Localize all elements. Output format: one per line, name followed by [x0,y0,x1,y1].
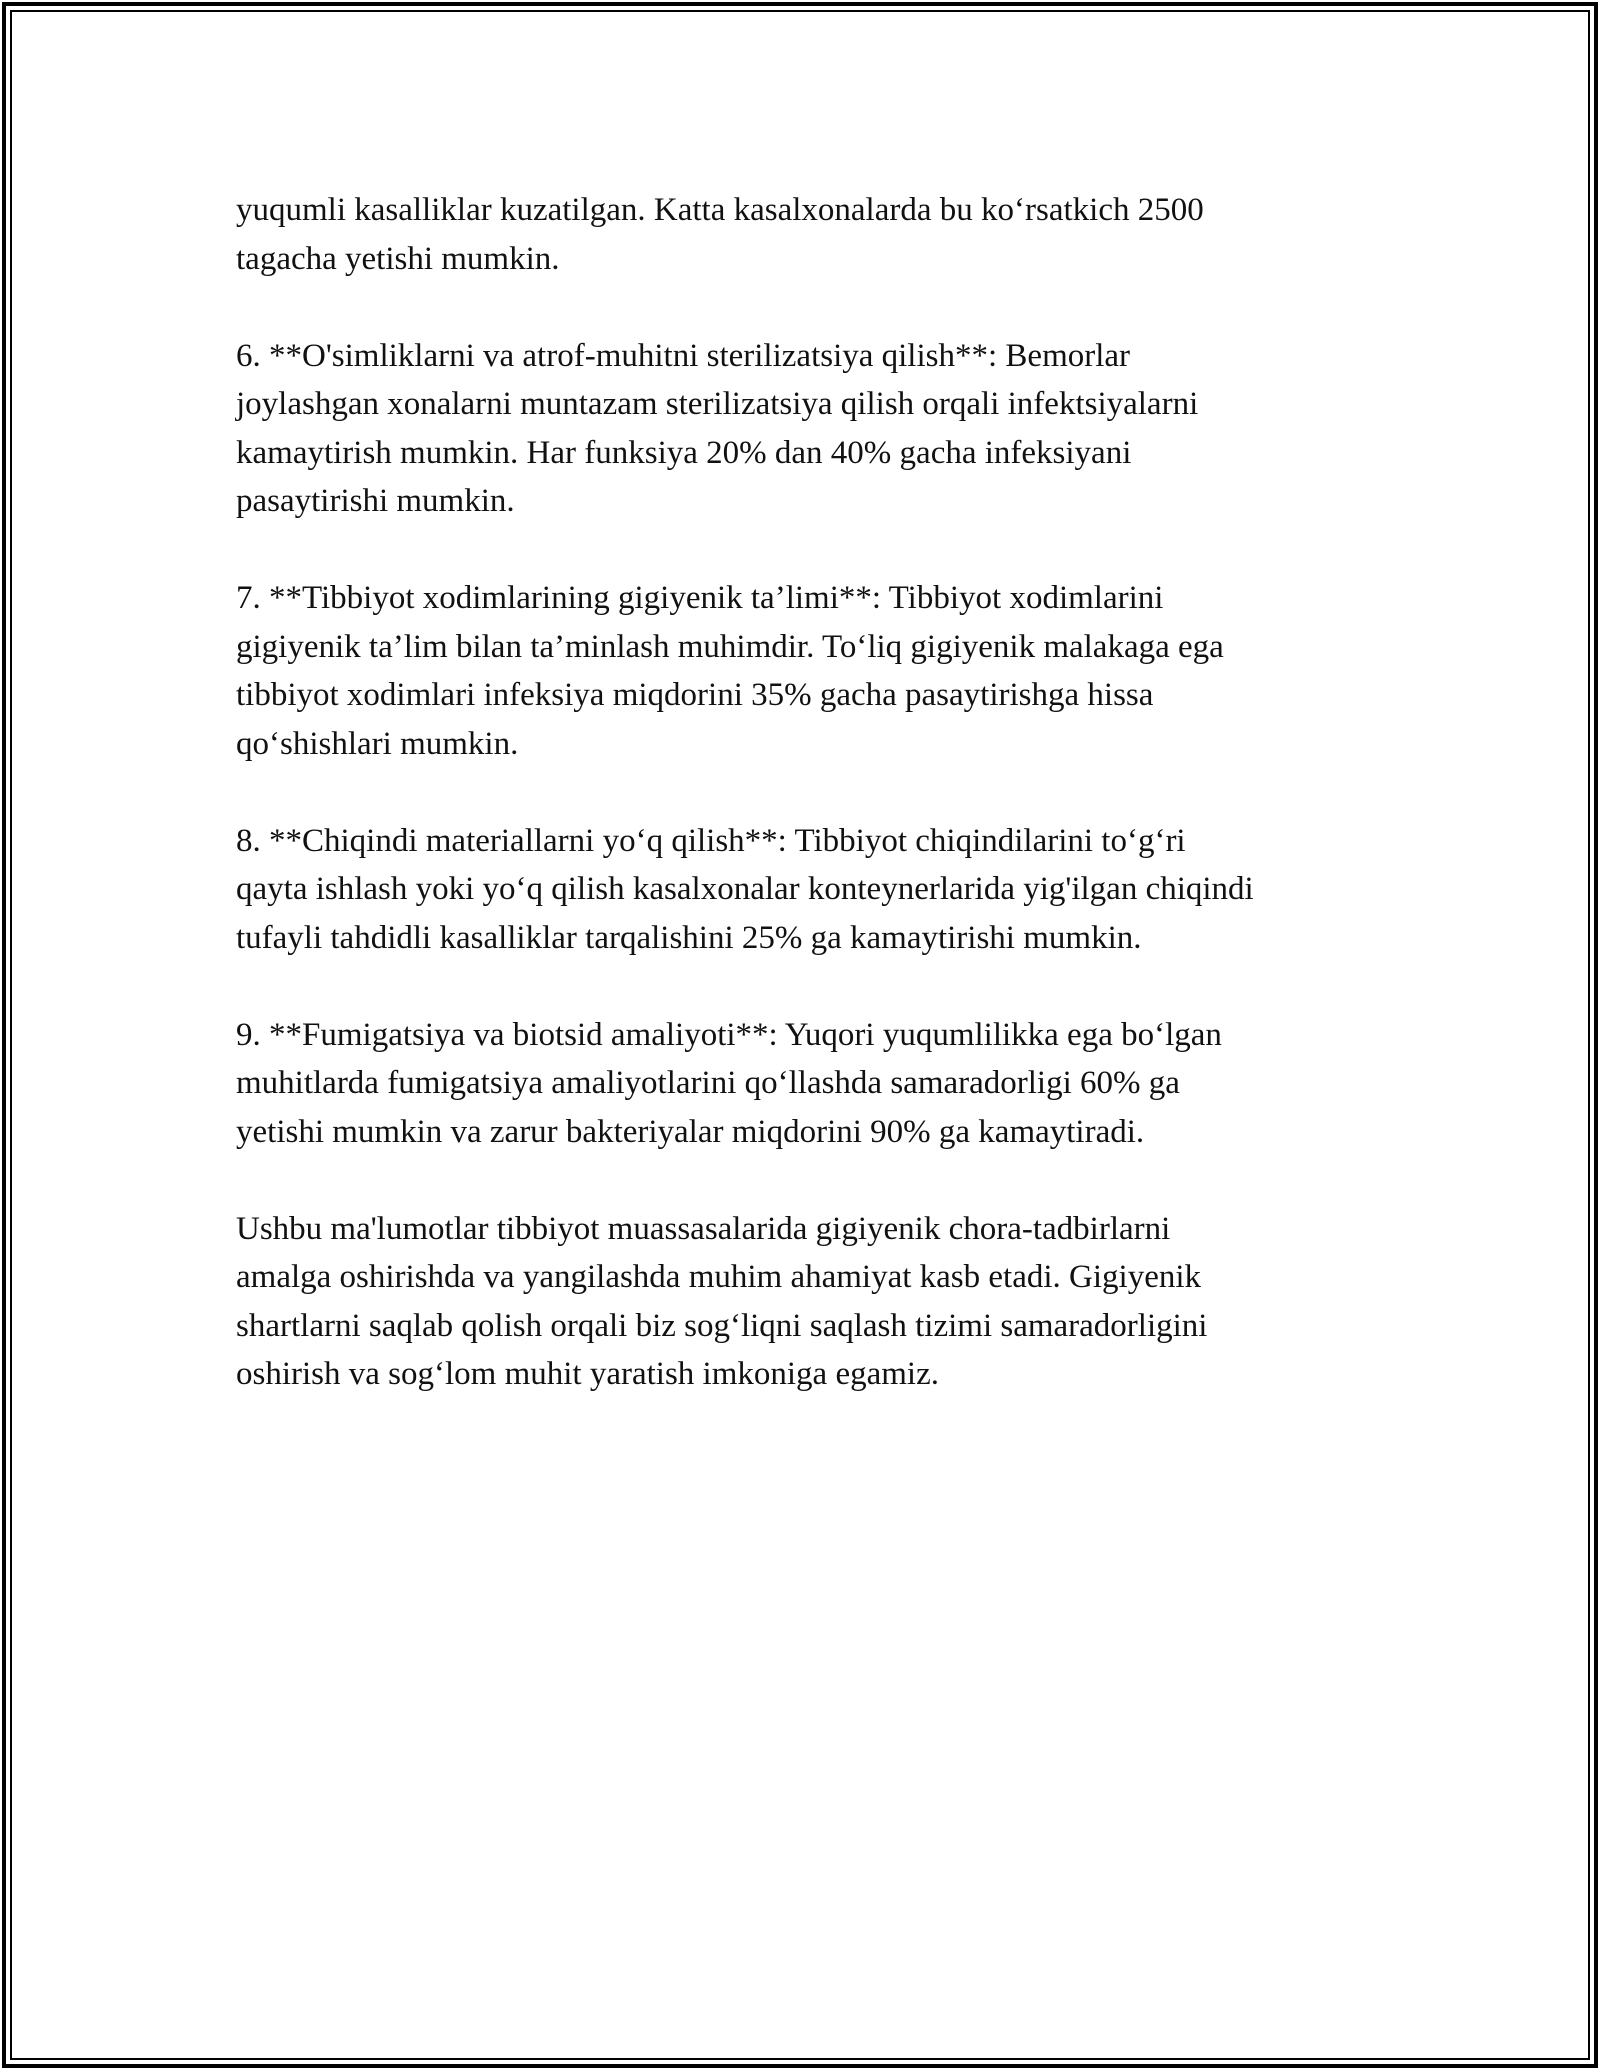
text-line: qayta ishlash yoki yo‘q qilish kasalxonalar konteynerlarida yig'ilgan chiqindi [236,871,1254,907]
document-body [236,186,1376,1447]
text-line: gigiyenik ta’lim bilan ta’minlash muhimdir. To‘liq gigiyenik malakaga ega [236,628,1224,665]
text-line: yuqumli kasalliklar kuzatilgan. Katta kasalxonalarda bu ko‘rsatkich 2500 [236,192,1204,228]
text-line: tufayli tahdidli kasalliklar tarqalishini 25% ga kamaytirishi mumkin. [236,919,1142,956]
text-line: yetishi mumkin va zarur bakteriyalar miqdorini 90% ga kamaytiradi. [236,1113,1145,1150]
text-line: joylashgan xonalarni muntazam sterilizatsiya qilish orqali infektsiyalarni [236,386,1199,422]
text-line: 6. **O'simliklarni va atrof-muhitni sterilizatsiya qilish**: Bemorlar [236,337,1131,374]
text-line: amalga oshirishda va yangilashda muhim ahamiyat kasb etadi. Gigiyenik [236,1259,1202,1295]
paragraph-item-9 [236,1011,1376,1157]
paragraph-conclusion [236,1205,1376,1399]
text-line: kamaytirish mumkin. Har funksiya 20% dan 40% gacha infeksiyani [236,434,1132,471]
text-line: 7. **Tibbiyot xodimlarining gigiyenik ta’limi**: Tibbiyot xodimlarini [236,580,1164,616]
text-line: 8. **Chiqindi materiallarni yo‘q qilish**: Tibbiyot chiqindilarini to‘g‘ri [236,822,1186,859]
text-line: tagacha yetishi mumkin. [236,240,560,277]
text-line: oshirish va sog‘lom muhit yaratish imkoniga egamiz. [236,1356,939,1392]
paragraph-continuation [236,186,1376,283]
text-line: 9. **Fumigatsiya va biotsid amaliyoti**: Yuqori yuqumlilikka ega bo‘lgan [236,1016,1222,1053]
text-line: tibbiyot xodimlari infeksiya miqdorini 35% gacha pasaytirishga hissa [236,677,1154,713]
paragraph-item-6 [236,332,1376,526]
text-line: pasaytirishi mumkin. [236,483,515,519]
text-line: muhitlarda fumigatsiya amaliyotlarini qo‘llashda samaradorligi 60% ga [236,1065,1180,1101]
paragraph-item-7 [236,574,1376,768]
paragraph-item-8 [236,817,1376,963]
text-line: Ushbu ma'lumotlar tibbiyot muassasalarida gigiyenik chora-tadbirlarni [236,1210,1171,1247]
text-line: shartlarni saqlab qolish orqali biz sog‘liqni saqlash tizimi samaradorligini [236,1307,1208,1344]
text-line: qo‘shishlari mumkin. [236,725,519,762]
